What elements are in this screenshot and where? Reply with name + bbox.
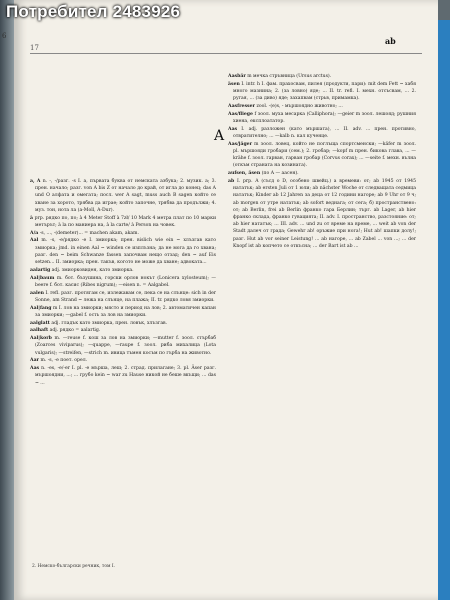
entry-headword: Aal|korb: [30, 336, 52, 342]
dictionary-entry: [30, 357, 216, 364]
dictionary-entry: [30, 365, 216, 387]
right-column: [228, 73, 416, 251]
running-head: ab: [385, 36, 396, 46]
dictionary-entry: [30, 305, 216, 319]
entry-definition: m зоол. ловец, който не поглъща спортсменски; —käfer m зоол. pl. мършояди гробари (сем.); 2. гробар; —kopf m прен. бикова глава, ... —krähe f. зоол. гарван, гарван гробар (Corvus corax); ... —seite f. мехн. вълна (откъм страната на козината).: [233, 141, 416, 169]
dictionary-entry: [30, 275, 216, 289]
dictionary-entry: [30, 230, 216, 237]
entry-definition: n. -es, -e/-er I. pl. -e мърша, леш; 2. страд. прилагане; 3. pl. Äser разг. мършоядни, ...; ... грубо kein ~ war zu Hause никой не беше вкъщи; ... das ~ ...: [35, 366, 216, 386]
entry-headword: aalartig: [30, 267, 51, 273]
dictionary-entry: [228, 81, 416, 103]
dictionary-entry: [30, 267, 216, 274]
page-number: 17: [30, 44, 39, 52]
entry-definition: -s, ..., -(demeter)... = machen akam, akam.: [39, 230, 139, 236]
entry-definition: m. -s, -e/рядко -e I. змиорка; прен. віslich wie ein ~ хлъзгав като змиорка; jmd. in einen Aal ~ winden се изплъзна; да не мога да го хвана; разг. den ~ beim Schwanze fassen започвам нещо отзад; den ~ auf Eis setzen... II. змиорка; прен. такъв, когото не може да хване; адвоката...: [35, 238, 216, 266]
dictionary-entry: [30, 178, 216, 214]
entry-headword: äsen: [228, 81, 240, 87]
entry-definition: I. refl. разг. протягам се, излежавам се, пека се на слънце: sich in der Sonne, am Strand ~ лежа на слънце, на плажа; II. tr. рядко ловя змиорки.: [35, 290, 216, 303]
entry-headword: Aas/fliege: [228, 111, 253, 117]
entry-headword: à: [30, 215, 33, 221]
dictionary-entry: [228, 141, 416, 170]
entry-headword: A/a: [30, 230, 39, 236]
book-cover-edge: [438, 20, 450, 600]
section-letter: A: [213, 128, 225, 144]
entry-definition: m. бот. бъзушина, горски орлов нокът (Lonicera xylosteum); —beere f. бот. касис (Ribes nigrum); —eisen n. = Aalgabel.: [35, 275, 216, 288]
entry-definition: m I. лов на змиорки; място и период на лов; 2. автоматичен капан за змиорки; —gabel f. ость за лов на змиорки.: [35, 305, 216, 318]
entry-definition: m. -s, -e поет. орел.: [40, 358, 88, 364]
dictionary-entry: [30, 335, 216, 357]
entry-definition: m мечка стръвница (Ursus arctus).: [247, 74, 332, 79]
page-header-left: 6: [2, 32, 7, 40]
entry-headword: Aal|fang: [30, 305, 52, 311]
entry-definition: f зоол. муха месарка (Calliphora); —geier m зоол. лешояд; рушния хиена, експлоататор.: [233, 111, 417, 124]
entry-definition: I. intr. h I. фам. прахосвам, пилея (продукти, пари): mit dem Fett ~ хабя много мазнина; 2. (за ловно) яде; ... II. tr. refl. I. мехн. отсъсвам, ... 2. ругая, ... (за диво) яде; захапвам (стрьв, примамка).: [233, 81, 416, 102]
entry-definition: (по A — аасен).: [261, 171, 299, 177]
watermark: Потребител 2483926: [6, 2, 181, 21]
entry-definition: zool. -(e)s, - мършоядно животно; ...: [256, 104, 343, 109]
entry-headword: Aas: [228, 126, 238, 132]
left-column: [30, 178, 216, 387]
dictionary-entry: [228, 73, 416, 80]
footnote: 2. Немско-български речник, том I.: [32, 564, 115, 569]
dictionary-entry: [228, 170, 416, 177]
entry-headword: Aas: [30, 366, 40, 372]
entry-definition: adj. гладък като змиорка, прен. ловък, хлъзгав.: [51, 320, 168, 326]
entry-headword: aalglatt: [30, 320, 50, 326]
entry-definition: n. -, -/разг. -s I. а, първата буква от немската азбука; 2. музик. а; 3. прен. начало; разг. von A bis Z от начало до край, от игла до конец; das A und O алфата и омегата; посл. wer A sagt, muss auch B sagen който се хване за хорото, трябва да играе; който започне, трябва да продължи; 4. муз. тон, нота ла (a-Moll, A-Dur).: [35, 179, 217, 213]
dictionary-entry: [228, 178, 416, 250]
entry-definition: m. —reuse f. кош за лов на змиорки; —mutter f. зоол. стърбаб (Zoarces viviparus); —quappe, —raupe f. зоол. риба михалица (Lota vulgaris); —streifen, —strich m. ивица тъмен косъм по гърба на животно.: [35, 336, 216, 356]
dictionary-entry: [30, 327, 216, 334]
header-rule: [30, 53, 422, 54]
dictionary-entry: [228, 103, 416, 110]
dictionary-entry: [30, 237, 216, 266]
entry-headword: ab: [228, 179, 235, 184]
dictionary-entry: [228, 111, 416, 125]
entry-headword: a, A: [30, 179, 41, 184]
dictionary-entry: [30, 290, 216, 304]
entry-definition: I. adj. разложен (като мършата), ... II. adv. ... прен. противно, отвратително; ... —kalb n. кал кученце.: [233, 126, 417, 139]
entry-headword: Aas/jäger: [228, 141, 252, 147]
entry-headword: Aal: [30, 238, 39, 244]
dictionary-entry: [30, 320, 216, 327]
entry-headword: Aasbär: [228, 74, 246, 79]
entry-headword: aalen: [30, 290, 44, 296]
entry-headword: Aasfresser: [228, 104, 255, 109]
dictionary-entry: [228, 126, 416, 140]
dictionary-entry: [30, 215, 216, 229]
entry-definition: adj. змиорковиден, като змиорка.: [51, 267, 134, 273]
entry-headword: Aar: [30, 358, 39, 364]
entry-definition: I. prp. A (съсд о D, особено швейц.) а времеви: от; ab 1945 от 1945 нататък; ab ersten Juli от 1 юли; ab nächster Woche от следващата седмица нататък; Kinder ab 12 Jahren за деца от 12 години нагоре; ab 9 Uhr от 9 ч; ab morgen от утре нататък; ab sofort веднага; от сега; б) пространствено: от; ab Berlin, frei ab Berlin франко гара Берлин; търг. ab Lager, ab hier франко склада, франко гувацията; II. adv. I. пространство, разстояние: от; ab hier нататък; ... III. adv. ... und zu от време на време, ... weit ab von der Stadt далеч от града; Gewehr ab! оръжие при нога!; Hut ab! шапки долу!; разг. Hut ab vor seiner Leistung! ... ab нагоре, ... ab Zabel ... von ...; ... der Knopf ist ab копчето се откъсна; ... der Bart ist ab ...: [233, 179, 416, 249]
entry-headword: aufsen, äsen: [228, 171, 261, 177]
entry-definition: prp. рядко по, по; à 4 Meter Stoff à 7zł/ 10 Mark 4 метра плат по 10 марки метърът; à la по маниера на, à la carte/ à Person на човек.: [34, 215, 217, 228]
entry-definition: adj. рядко = aalartig.: [49, 328, 101, 334]
entry-headword: Aal|baum: [30, 275, 55, 281]
entry-headword: aalhaft: [30, 328, 49, 334]
